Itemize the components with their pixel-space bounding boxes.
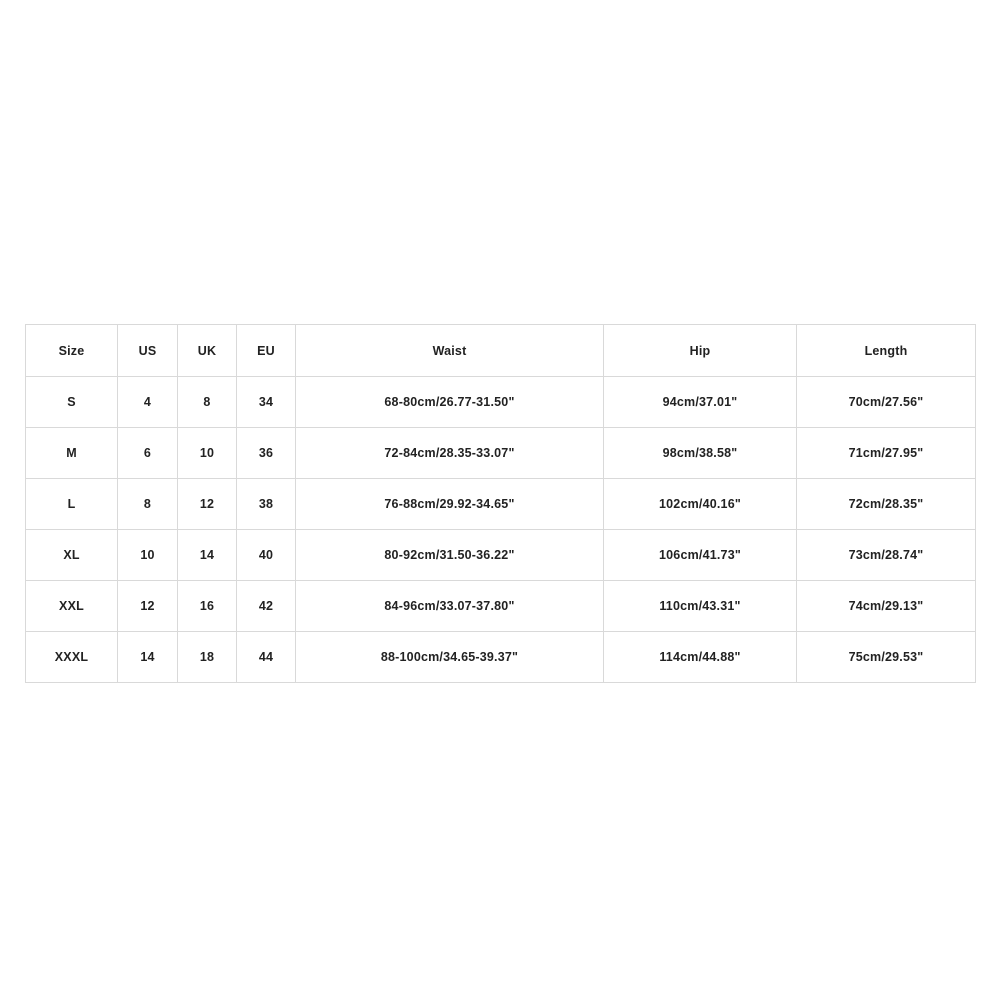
cell-us: 12 (118, 581, 178, 632)
table-header (26, 325, 976, 377)
table-row (26, 581, 976, 632)
cell-eu: 40 (237, 530, 296, 581)
cell-size: M (26, 428, 118, 479)
cell-waist: 80-92cm/31.50-36.22" (296, 530, 604, 581)
cell-size: L (26, 479, 118, 530)
cell-us: 14 (118, 632, 178, 683)
cell-us: 6 (118, 428, 178, 479)
table-row (26, 428, 976, 479)
cell-eu: 44 (237, 632, 296, 683)
cell-length: 73cm/28.74" (797, 530, 976, 581)
cell-us: 8 (118, 479, 178, 530)
column-header-us: US (118, 325, 178, 377)
size-chart-table (25, 324, 976, 683)
cell-uk: 8 (178, 377, 237, 428)
cell-length: 72cm/28.35" (797, 479, 976, 530)
cell-waist: 88-100cm/34.65-39.37" (296, 632, 604, 683)
cell-size: XXXL (26, 632, 118, 683)
size-chart-container (25, 324, 975, 683)
column-header-eu: EU (237, 325, 296, 377)
cell-uk: 10 (178, 428, 237, 479)
column-header-hip: Hip (604, 325, 797, 377)
column-header-size: Size (26, 325, 118, 377)
cell-length: 74cm/29.13" (797, 581, 976, 632)
cell-uk: 18 (178, 632, 237, 683)
cell-us: 10 (118, 530, 178, 581)
cell-eu: 38 (237, 479, 296, 530)
cell-hip: 94cm/37.01" (604, 377, 797, 428)
cell-size: XL (26, 530, 118, 581)
cell-hip: 102cm/40.16" (604, 479, 797, 530)
cell-hip: 110cm/43.31" (604, 581, 797, 632)
cell-length: 70cm/27.56" (797, 377, 976, 428)
cell-uk: 16 (178, 581, 237, 632)
cell-uk: 14 (178, 530, 237, 581)
cell-uk: 12 (178, 479, 237, 530)
cell-hip: 114cm/44.88" (604, 632, 797, 683)
cell-eu: 42 (237, 581, 296, 632)
cell-eu: 36 (237, 428, 296, 479)
cell-length: 71cm/27.95" (797, 428, 976, 479)
cell-waist: 72-84cm/28.35-33.07" (296, 428, 604, 479)
column-header-uk: UK (178, 325, 237, 377)
cell-waist: 76-88cm/29.92-34.65" (296, 479, 604, 530)
column-header-length: Length (797, 325, 976, 377)
cell-eu: 34 (237, 377, 296, 428)
table-body (26, 377, 976, 683)
cell-length: 75cm/29.53" (797, 632, 976, 683)
cell-hip: 106cm/41.73" (604, 530, 797, 581)
cell-us: 4 (118, 377, 178, 428)
table-row (26, 479, 976, 530)
cell-waist: 84-96cm/33.07-37.80" (296, 581, 604, 632)
cell-waist: 68-80cm/26.77-31.50" (296, 377, 604, 428)
table-row (26, 530, 976, 581)
cell-size: XXL (26, 581, 118, 632)
table-header-row (26, 325, 976, 377)
cell-hip: 98cm/38.58" (604, 428, 797, 479)
table-row (26, 377, 976, 428)
table-row (26, 632, 976, 683)
cell-size: S (26, 377, 118, 428)
column-header-waist: Waist (296, 325, 604, 377)
